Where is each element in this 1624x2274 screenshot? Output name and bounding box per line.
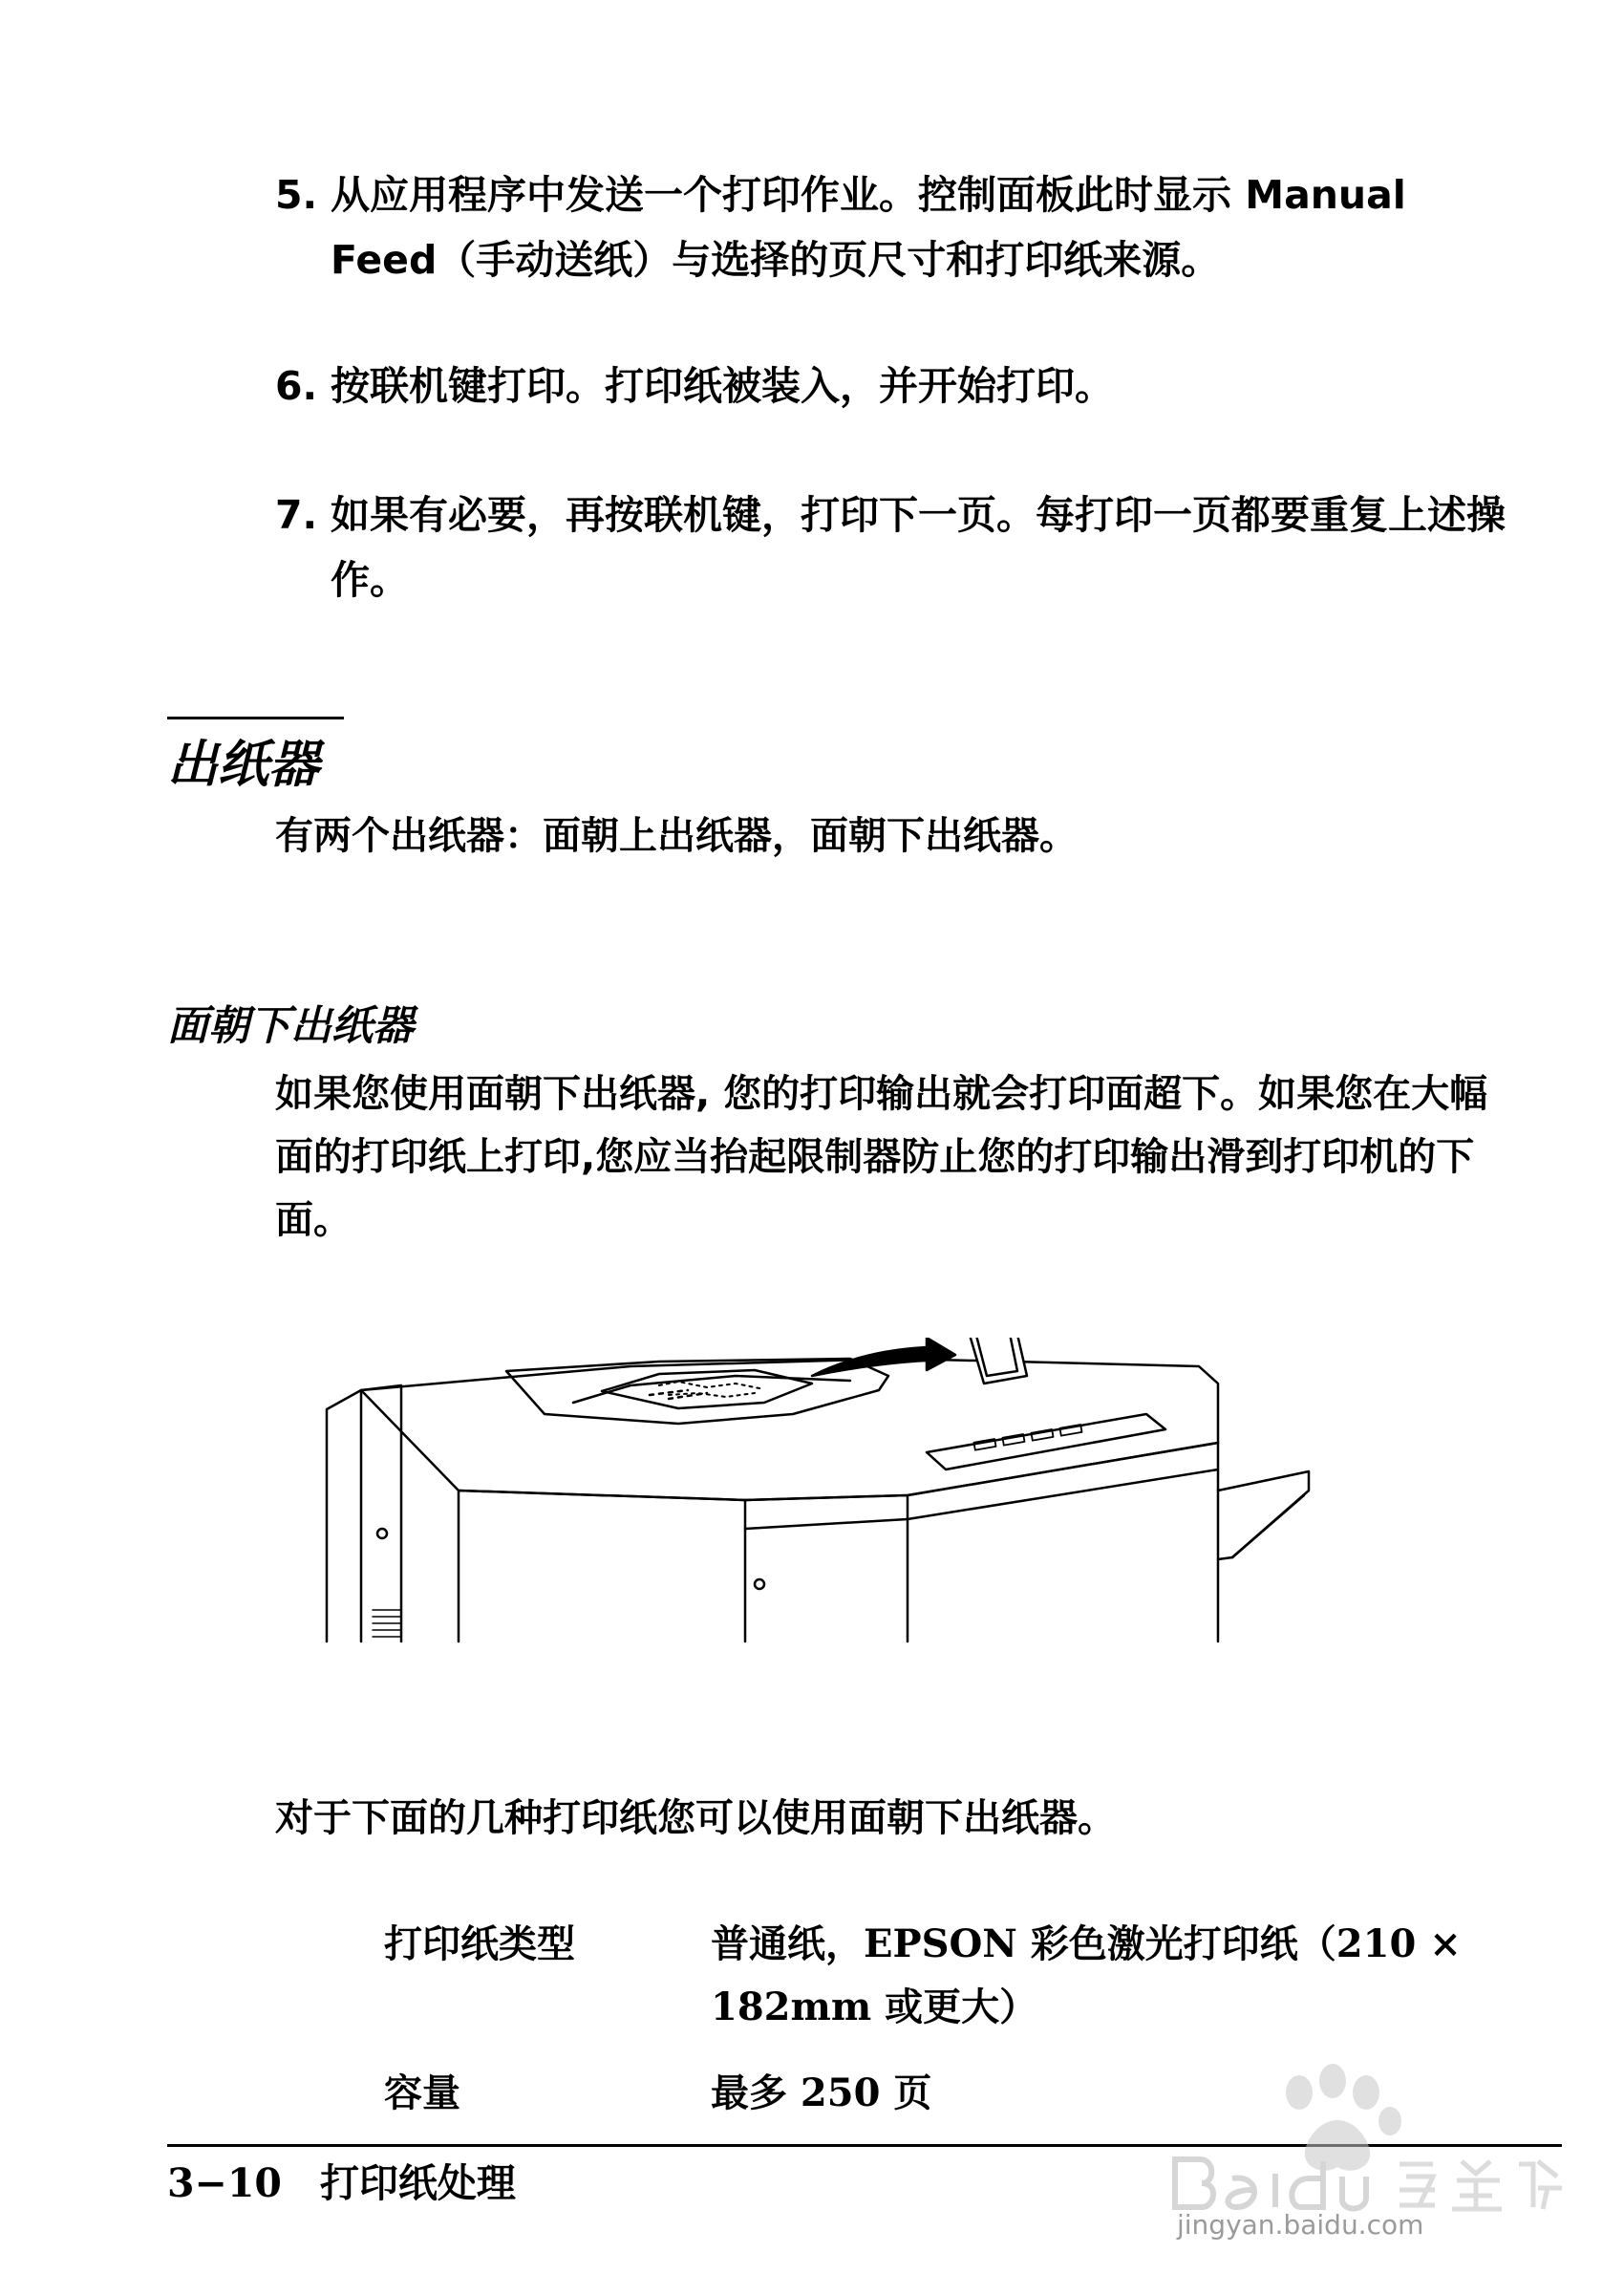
spec-label: 容量 <box>384 2071 460 2115</box>
page-footer <box>167 2152 516 2208</box>
step-5 <box>275 162 1517 292</box>
watermark-url: jingyan.baidu.com <box>1177 2209 1424 2241</box>
step-text: 如果有必要，再按联机键，打印下一页。每打印一页都要重复上述操作。 <box>331 492 1506 603</box>
step-number: 5. <box>275 172 318 218</box>
spec-value: 最多 250 页 <box>711 2070 932 2115</box>
section-rule <box>167 717 344 719</box>
step-number: 7. <box>275 492 318 538</box>
usage-intro: 对于下面的几种打印纸您可以使用面朝下出纸器。 <box>275 1796 1116 1840</box>
step-number: 6. <box>275 363 318 409</box>
spec-label: 打印纸类型 <box>384 1922 575 1966</box>
section-title: 出纸器 <box>167 736 319 794</box>
section-intro: 有两个出纸器：面朝上出纸器，面朝下出纸器。 <box>275 814 1078 858</box>
chapter-title: 打印纸处理 <box>319 2160 516 2206</box>
step-7 <box>275 483 1517 612</box>
spec-value: 普通纸，EPSON 彩色激光打印纸（210 × 182mm 或更大） <box>711 1921 1462 2029</box>
step-text: 按联机键打印。打印纸被装入，并开始打印。 <box>331 363 1114 409</box>
printer-illustration <box>315 1338 1318 1663</box>
subsection-title: 面朝下出纸器 <box>167 1002 414 1050</box>
step-6 <box>275 354 1517 418</box>
page-number: 3−10 <box>167 2160 282 2206</box>
subsection-body: 如果您使用面朝下出纸器, 您的打印输出就会打印面超下。如果您在大幅面的打印纸上打印,您应当抬起限制器防止您的打印输出滑到打印机的下面。 <box>275 1072 1488 1242</box>
step-text: 从应用程序中发送一个打印作业。控制面板此时显示 Manual Feed（手动送纸）与选择的页尺寸和打印纸来源。 <box>331 172 1406 283</box>
